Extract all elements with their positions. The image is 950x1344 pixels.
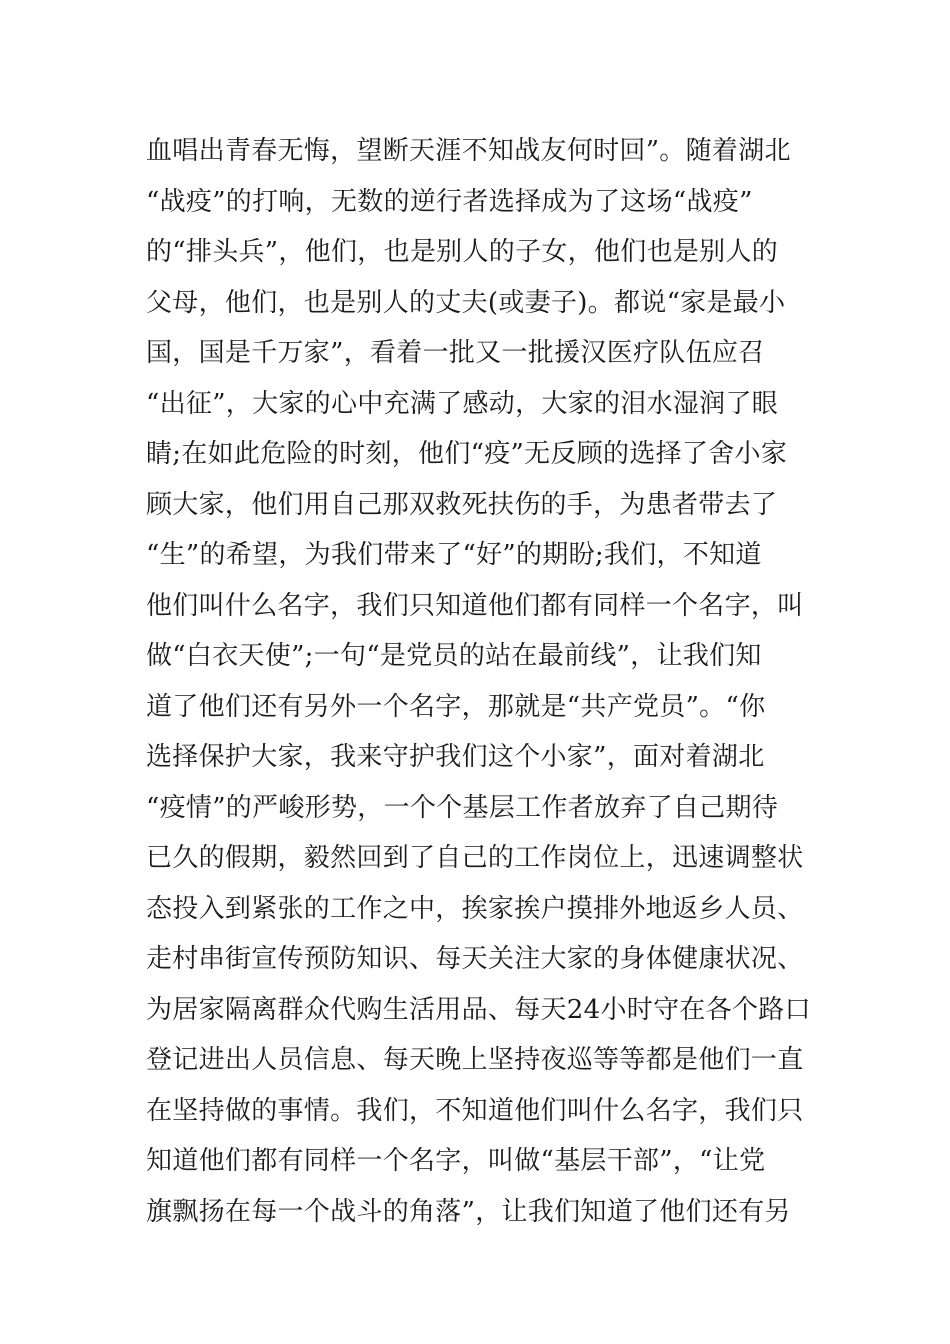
text-line: 已久的假期，毅然回到了自己的工作岗位上，迅速调整状 — [146, 843, 804, 873]
text-line: 顾大家，他们用自己那双救死扶伤的手，为患者带去了 — [146, 489, 778, 520]
body-text — [146, 126, 816, 1237]
text-line: 登记进出人员信息、每天晚上坚持夜巡等等都是他们一直 — [146, 1045, 804, 1075]
text-line: 态投入到紧张的工作之中，挨家挨户摸排外地返乡人员、 — [146, 893, 804, 924]
text-line: 道了他们还有另外一个名字，那就是“共产党员”。“你 — [146, 691, 766, 722]
text-line: 知道他们都有同样一个名字，叫做“基层干部”，“让党 — [146, 1146, 766, 1176]
text-line: “疫情”的严峻形势，一个个基层工作者放弃了自己期待 — [146, 792, 779, 823]
text-line: 选择保护大家，我来守护我们这个小家”，面对着湖北 — [146, 742, 765, 772]
text-line: 血唱出青春无悔，望断天涯不知战友何时回”。随着湖北 — [146, 136, 791, 166]
text-line: 走村串街宣传预防知识、每天关注大家的身体健康状况、 — [146, 944, 804, 974]
text-line: “战疫”的打响，无数的逆行者选择成为了这场“战疫” — [146, 186, 753, 217]
text-line: 他们叫什么名字，我们只知道他们都有同样一个名字，叫 — [146, 590, 804, 621]
text-line: “出征”，大家的心中充满了感动，大家的泪水湿润了眼 — [146, 388, 779, 419]
text-line: 睛;在如此危险的时刻，他们“疫”无反顾的选择了舍小家 — [146, 439, 788, 469]
text-line: “生”的希望，为我们带来了“好”的期盼;我们，不知道 — [146, 540, 762, 570]
text-line: 旗飘扬在每一个战斗的角落”，让我们知道了他们还有另 — [146, 1196, 791, 1227]
text-line: 做“白衣天使”;一句“是党员的站在最前线”，让我们知 — [146, 641, 762, 671]
text-line: 国，国是千万家”，看着一批又一批援汉医疗队伍应召 — [146, 338, 765, 368]
text-line: 父母，他们，也是别人的丈夫(或妻子)。都说“家是最小 — [146, 287, 786, 318]
text-line: 的“排头兵”，他们，也是别人的子女，他们也是别人的 — [146, 237, 779, 267]
text-line: 在坚持做的事情。我们，不知道他们叫什么名字，我们只 — [146, 1095, 804, 1126]
text-line: 为居家隔离群众代购生活用品、每天24小时守在各个路口 — [146, 994, 811, 1025]
